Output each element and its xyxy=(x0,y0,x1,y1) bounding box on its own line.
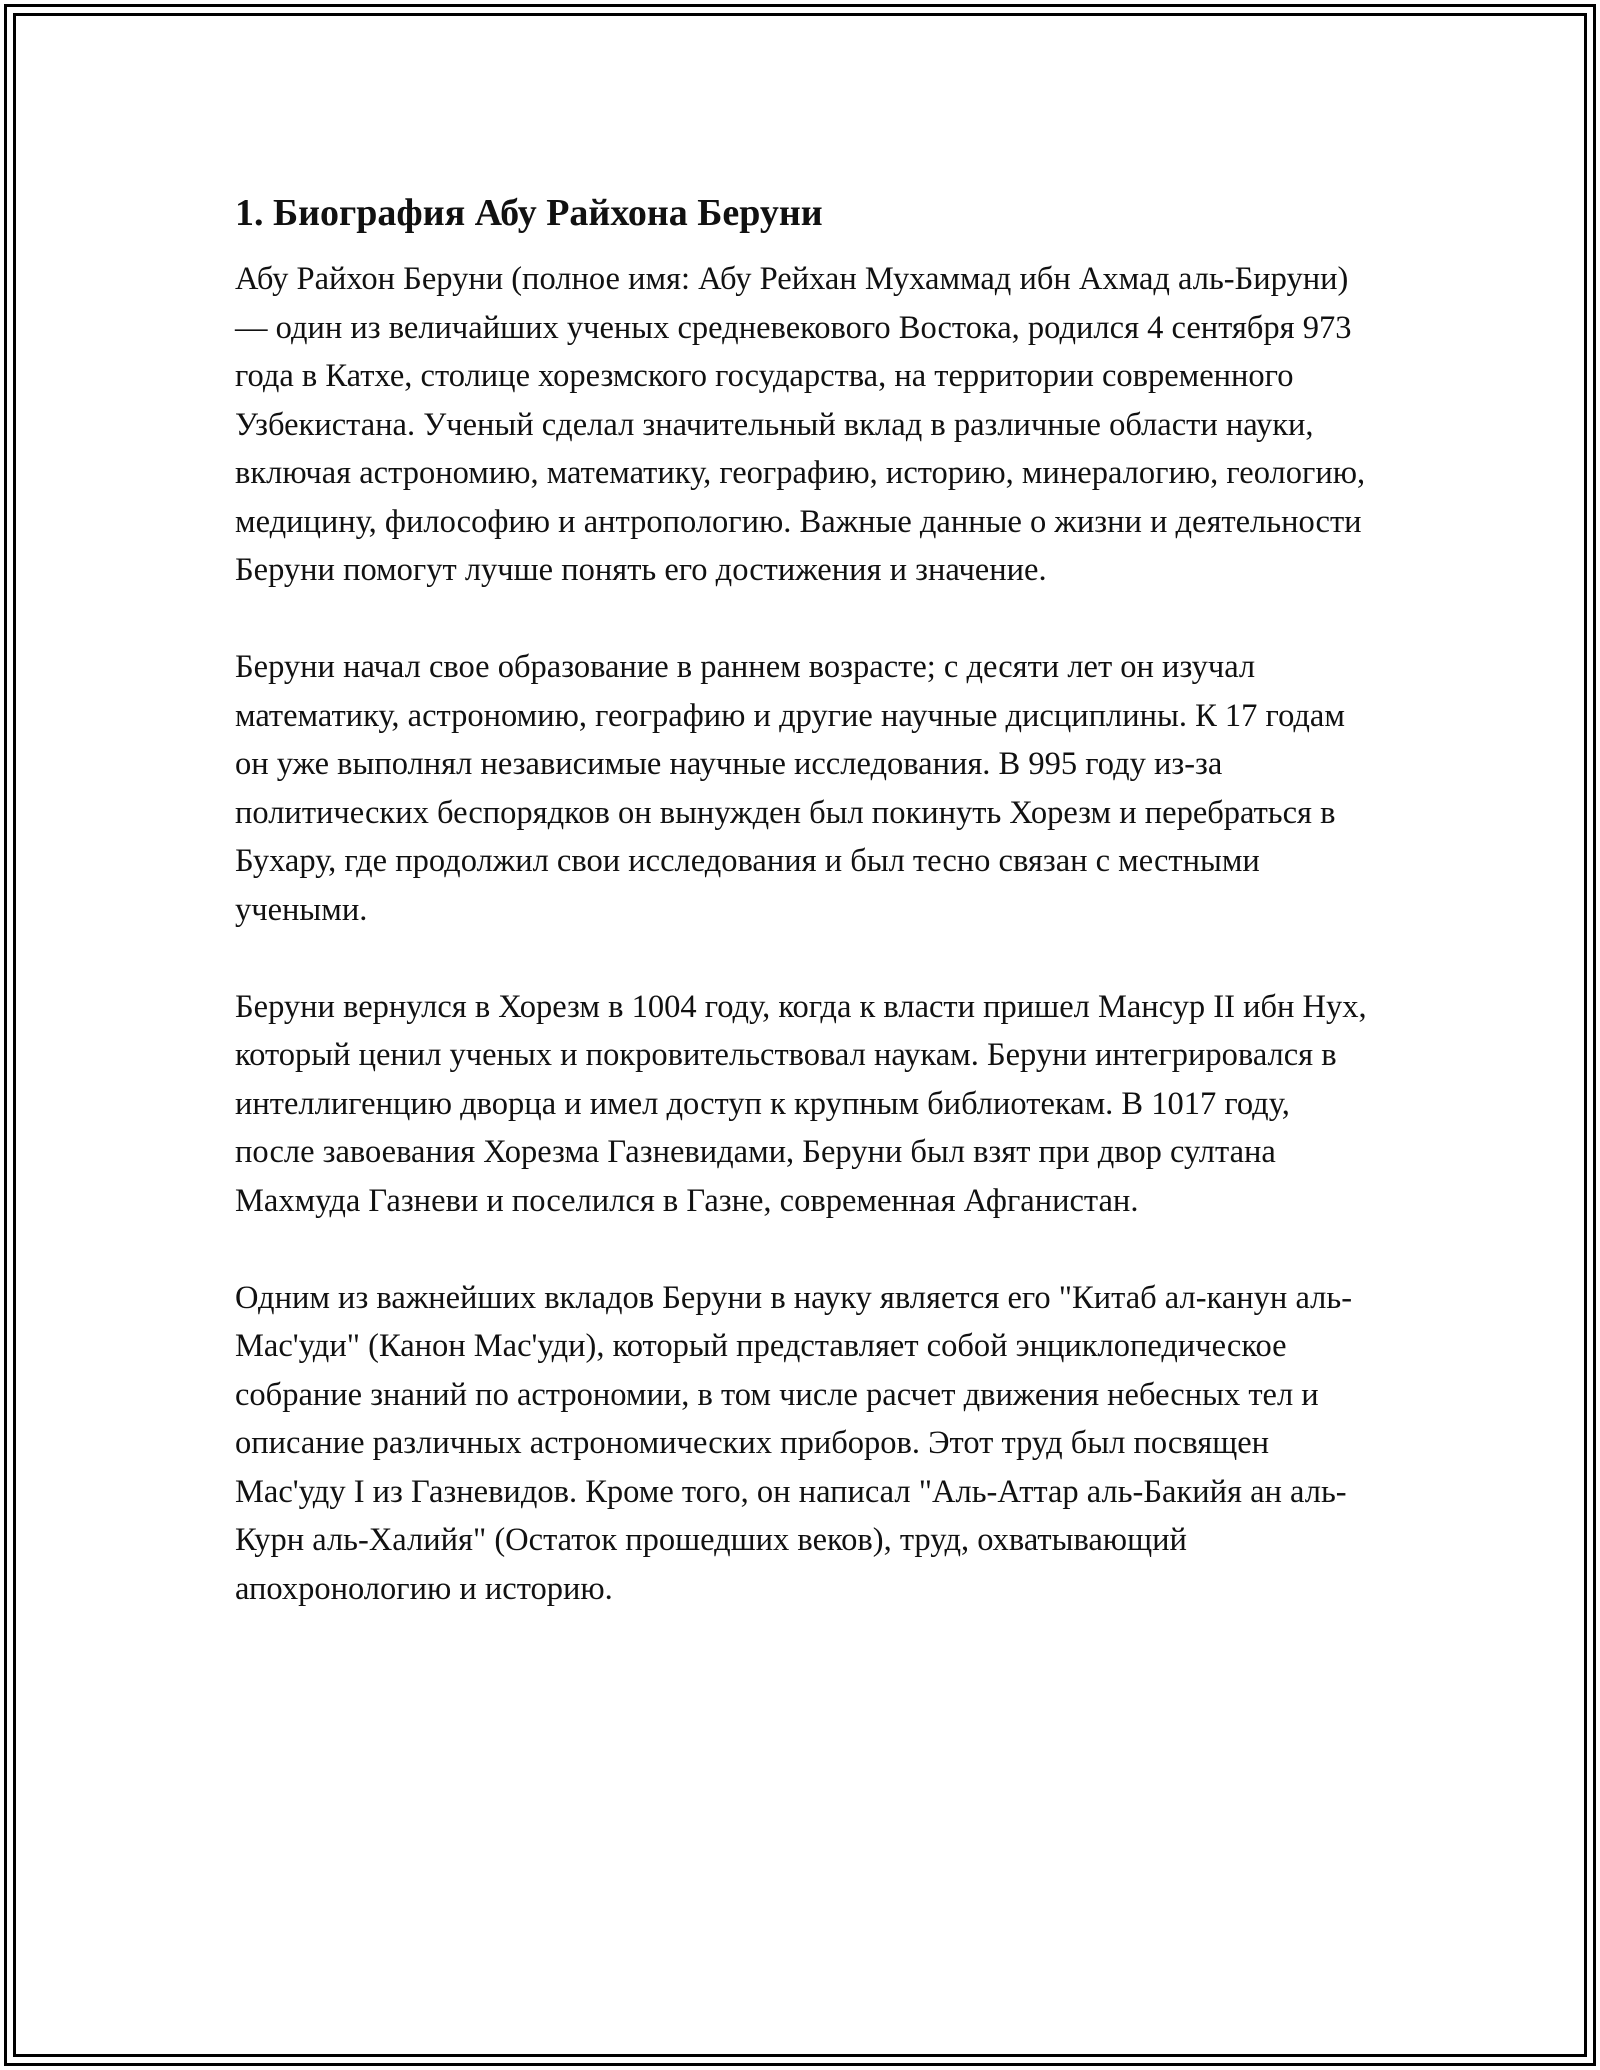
paragraph-3: Беруни вернулся в Хорезм в 1004 году, когда к власти пришел Мансур II ибн Нух, который ценил ученых и покровительствовал наукам. Беруни интегрировался в интеллигенцию дворца и имел доступ к крупным библиотекам. В 1017 году, после завоевания Хорезма Газневидами, Беруни был взят при двор султана Махмуда Газневи и поселился в Газне, современная Афганистан. xyxy=(235,988,1367,1219)
paragraph-4: Одним из важнейших вкладов Беруни в науку является его "Китаб ал-канун аль-Мас'уди" (Канон Мас'уди), который представляет собой энциклопедическое собрание знаний по астрономии, в том числе расчет движения небесных тел и описание различных астрономических приборов. Этот труд был посвящен Мас'уду I из Газневидов. Кроме того, он написал "Аль-Аттар аль-Бакийя ан аль-Курн аль-Халийя" (Остаток прошедших веков), труд, охватывающий апохронологию и историю. xyxy=(235,1279,1353,1607)
section-heading: 1. Биография Абу Райхона Беруни xyxy=(235,192,823,234)
document-body xyxy=(235,185,1370,1662)
paragraph-2: Беруни начал свое образование в раннем возрасте; с десяти лет он изучал математику, астрономию, географию и другие научные дисциплины. К 17 годам он уже выполнял независимые научные исследования. В 995 году из-за политических беспорядков он вынужден был покинуть Хорезм и перебраться в Бухару, где продолжил свои исследования и был тесно связан с местными учеными. xyxy=(235,649,1345,928)
paragraph-1: Абу Райхон Беруни (полное имя: Абу Рейхан Мухаммад ибн Ахмад аль-Бируни) — один из величайших ученых средневекового Востока, родился 4 сентября 973 года в Катхе, столице хорезмского государства, на территории современного Узбекистана. Ученый сделал значительный вклад в различные области науки, включая астрономию, математику, географию, историю, минералогию, геологию, медицину, философию и антропологию. Важные данные о жизни и деятельности Беруни помогут лучше понять его достижения и значение. xyxy=(235,261,1366,588)
